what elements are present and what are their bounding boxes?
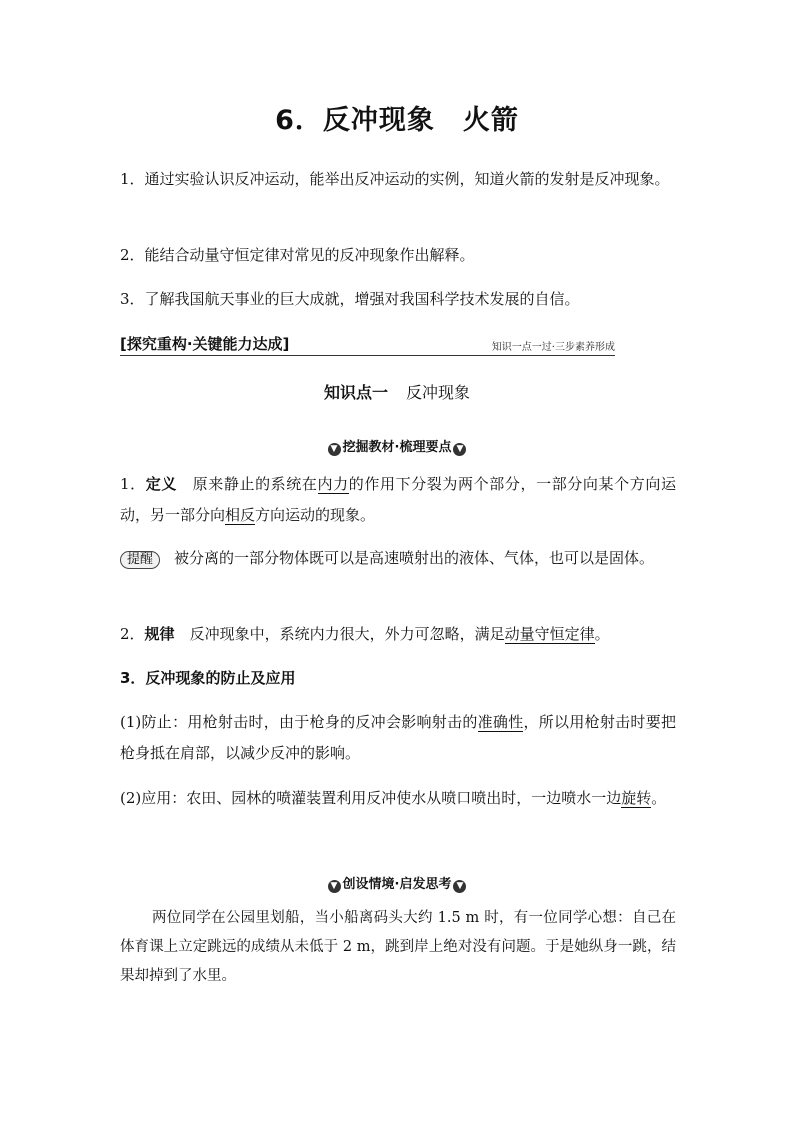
definition-number: 1． [120, 475, 146, 493]
underlined-term: 相反 [225, 506, 256, 524]
scenario-paragraph: 两位同学在公园里划船，当小船离码头大约 1.5 m 时，有一位同学心想：自己在体育课上立定跳远的成绩从未低于 2 m，跳到岸上绝对没有问题。于是她纵身一跳，结果却掉到了水里。 [120, 910, 676, 984]
textbook-banner-label: 挖掘教材·梳理要点 [342, 440, 452, 455]
textbook-banner [0, 436, 794, 456]
prevention-text-b: ，所以用枪射击时要把枪身抵在肩部，以减少反冲的影响。 [120, 713, 676, 762]
use-label: (2)应用： [120, 789, 187, 807]
use-text-b: 。 [651, 789, 667, 807]
situation-banner [0, 873, 794, 893]
tip-badge: 提醒 [120, 551, 160, 569]
chevron-down-icon: ▼ [328, 443, 341, 456]
chevron-down-icon: ▼ [328, 880, 341, 893]
section-header-subtitle: 知识一点一过·三步素养形成 [491, 342, 615, 353]
underlined-term: 内力 [317, 475, 349, 493]
application-heading: 3．反冲现象的防止及应用 [120, 669, 296, 687]
lesson-title: 6．反冲现象 火箭 [275, 105, 519, 136]
law-label: 规律 [144, 625, 175, 643]
law-paragraph [120, 619, 676, 650]
chevron-down-icon: ▼ [453, 880, 466, 893]
section-header-title: [探究重构·关键能力达成] [120, 335, 290, 353]
tip-text: 被分离的一部分物体既可以是高速喷射出的液体、气体，也可以是固体。 [174, 549, 655, 567]
underlined-term: 旋转 [621, 789, 652, 807]
prevention-paragraph [120, 707, 676, 769]
law-number: 2． [120, 625, 145, 643]
learning-goal-3: 3．了解我国航天事业的巨大成就，增强对我国科学技术发展的自信。 [120, 290, 580, 308]
definition-text-c: 方向运动的现象。 [255, 506, 376, 524]
underlined-term: 准确性 [477, 713, 524, 731]
prevention-label: (1)防止： [120, 713, 188, 731]
chevron-down-icon: ▼ [453, 443, 466, 456]
learning-goal-2: 2．能结合动量守恒定律对常见的反冲现象作出解释。 [120, 246, 475, 264]
tip-paragraph [120, 543, 676, 574]
law-text-a: 反冲现象中，系统内力很大，外力可忽略，满足 [189, 625, 505, 643]
learning-goal-1: 1．通过实验认识反冲运动，能举出反冲运动的实例，知道火箭的发射是反冲现象。 [120, 170, 670, 188]
law-text-b: 。 [594, 625, 610, 643]
section-header [120, 333, 615, 356]
use-text-a: 农田、园林的喷灌装置利用反冲使水从喷口喷出时，一边喷水一边 [186, 789, 622, 807]
knowledge-point-title [0, 380, 794, 403]
definition-paragraph [120, 469, 676, 531]
situation-banner-label: 创设情境·启发思考 [342, 877, 452, 892]
use-paragraph [120, 783, 676, 814]
underlined-term: 动量守恒定律 [504, 625, 595, 643]
knowledge-point-name: 反冲现象 [406, 383, 471, 402]
definition-label: 定义 [145, 475, 177, 493]
definition-text-a: 原来静止的系统在 [192, 475, 318, 493]
knowledge-point-label: 知识点一 [323, 383, 388, 402]
definition-text-b: 的作用下分裂为两个部分，一部分向某个方向运动，另一部分向 [120, 475, 676, 524]
prevention-text-a: 用枪射击时，由于枪身的反冲会影响射击的 [187, 713, 478, 731]
